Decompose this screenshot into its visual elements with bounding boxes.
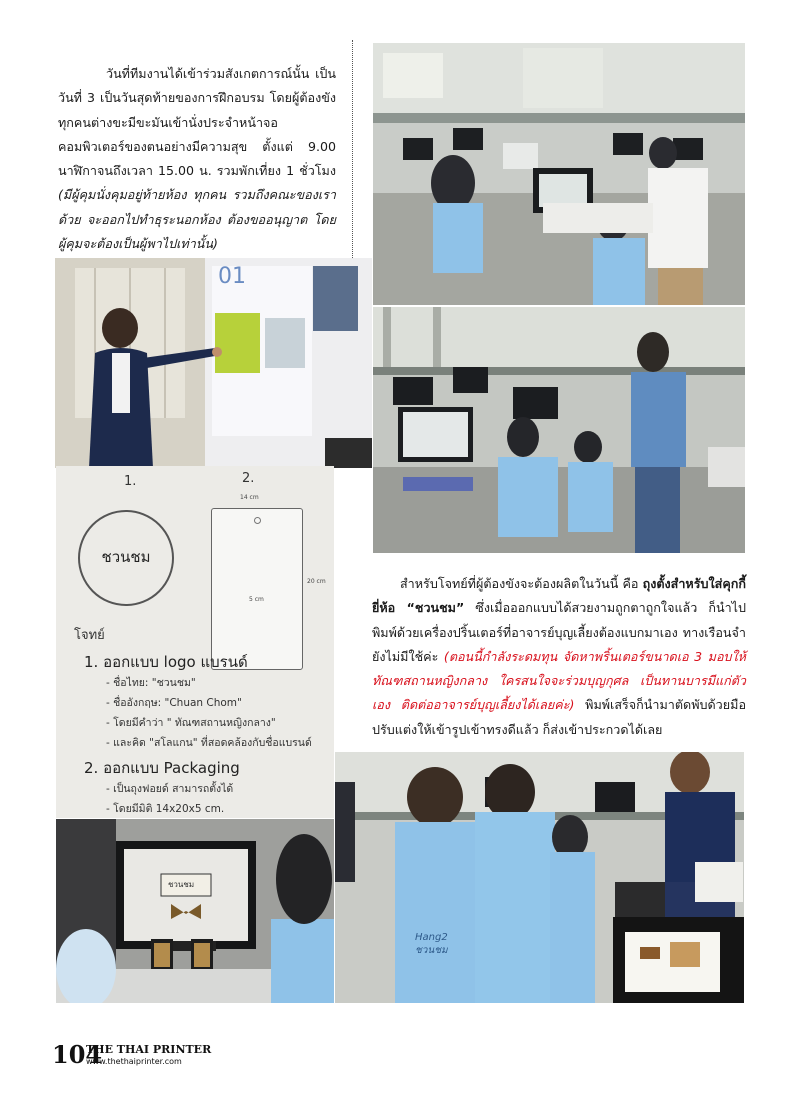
task-end: พิมพ์เสร็จก็นำมาตัดพับด้วยมือ ปรับแต่งให้เข้ารูปเข้าทรงดีแล้ว ก็ส่งเข้าประกวดได้เลย bbox=[372, 697, 747, 737]
pouch-height-dimension: 20 cm bbox=[307, 578, 326, 585]
brief-item2-line: - โดยมีมิติ 14x20x5 cm. bbox=[106, 803, 225, 815]
task-paragraph bbox=[372, 572, 746, 742]
presenter-photo bbox=[55, 258, 372, 468]
brief-item2-title: 2. ออกแบบ Packaging bbox=[84, 759, 240, 777]
brief-item1-line: - โดยมีคำว่า " ทัณฑสถานหญิงกลาง" bbox=[106, 717, 276, 729]
pouch-width-dimension: 14 cm bbox=[240, 494, 259, 501]
task-lead: สำหรับโจทย์ที่ผู้ต้องขังจะต้องผลิตในวันนี้ คือ bbox=[400, 576, 643, 591]
printing-photo bbox=[335, 752, 744, 1003]
intro-text: วันที่ทีมงานได้เข้าร่วมสังเกตการณ์นั้น เป็นวันที่ 3 เป็นวันสุดท้ายของการฝึกอบรม โดยผู้ต้องขังทุกคนต่างขะมีขะมันเข้านั่งประจำหน้าจอคอมพิวเตอร์ของตนอย่างมีความสุข ตั้งแต่ 9.00 นาฬิกาจนถึงเวลา 15.00 น. รวมพักเที่ยง 1 ชั่วโมง bbox=[58, 66, 336, 179]
intro-paragraph bbox=[58, 62, 336, 256]
fundraising-note: (ตอนนี้กำลังระดมทุน จัดหาพริ้นเตอร์ขนาดเอ 3 มอบให้ทัณฑสถานหญิงกลาง ใครสนใจจะร่วมบุญกุศล เป็นทานบารมีแก่ตัวเอง ติดต่ออาจารย์บุญเลี้ยงได้เลยค่ะ) bbox=[372, 648, 746, 713]
pouch-hang-hole bbox=[254, 517, 261, 524]
brief-label-2: 2. bbox=[242, 471, 255, 486]
magazine-website: www.thethaiprinter.com bbox=[86, 1057, 182, 1066]
instructor-photo bbox=[373, 307, 745, 553]
brief-item1-line: - และคิด "สโลแกน" ที่สอดคล้องกับชื่อแบรนด์ bbox=[106, 737, 312, 749]
classroom-photo-top bbox=[373, 43, 745, 305]
brief-item1-title: 1. ออกแบบ logo แบรนด์ bbox=[84, 653, 248, 671]
column-divider bbox=[352, 40, 353, 260]
monitor-photo bbox=[56, 819, 334, 1003]
task-product: ถุงตั้งสำหรับใส่คุกกี้ยี่ห้อ “ชวนชม” bbox=[372, 576, 746, 616]
brief-label-1: 1. bbox=[124, 474, 137, 489]
intro-italic-note: (มีผู้คุมนั่งคุมอยู่ท้ายห้อง ทุกคน รวมถึงคณะของเราด้วย จะออกไปทำธุระนอกห้อง ต้องขออนุญาต โดยผู้คุมจะต้องเป็นผู้พาไปเท่านั้น) bbox=[58, 187, 336, 252]
screen-logo-text: ชวนชม bbox=[168, 880, 195, 889]
magazine-name: THE THAI PRINTER bbox=[86, 1043, 212, 1056]
brief-item1-line: - ชื่อไทย: "ชวนชม" bbox=[106, 677, 196, 689]
pouch-gusset-dimension: 5 cm bbox=[249, 596, 264, 603]
brief-item1-line: - ชื่ออังกฤษ: "Chuan Chom" bbox=[106, 697, 242, 709]
brief-heading: โจทย์ bbox=[74, 628, 105, 643]
logo-circle bbox=[78, 510, 174, 606]
design-brief-board bbox=[56, 466, 334, 818]
logo-word: ชวนชม bbox=[101, 548, 151, 566]
shirt-print-text: Hang2 ชวนชม bbox=[415, 932, 448, 956]
task-middle: ซึ่งเมื่อออกแบบได้สวยงามถูกตาถูกใจแล้ว ก็นำไปพิมพ์ด้วยเครื่องปริ้นเตอร์ที่อาจารย์บุญเลี้ยงต้องแบกมาเอง ทางเรือนจำยังไม่มีใช้ค่ะ bbox=[372, 600, 746, 664]
page-number: 104 bbox=[52, 1040, 103, 1069]
slide-number: 01 bbox=[218, 264, 246, 289]
pouch-diagram bbox=[211, 508, 303, 670]
brief-item2-line: - เป็นถุงฟอยด์ สามารถตั้งได้ bbox=[106, 783, 234, 795]
